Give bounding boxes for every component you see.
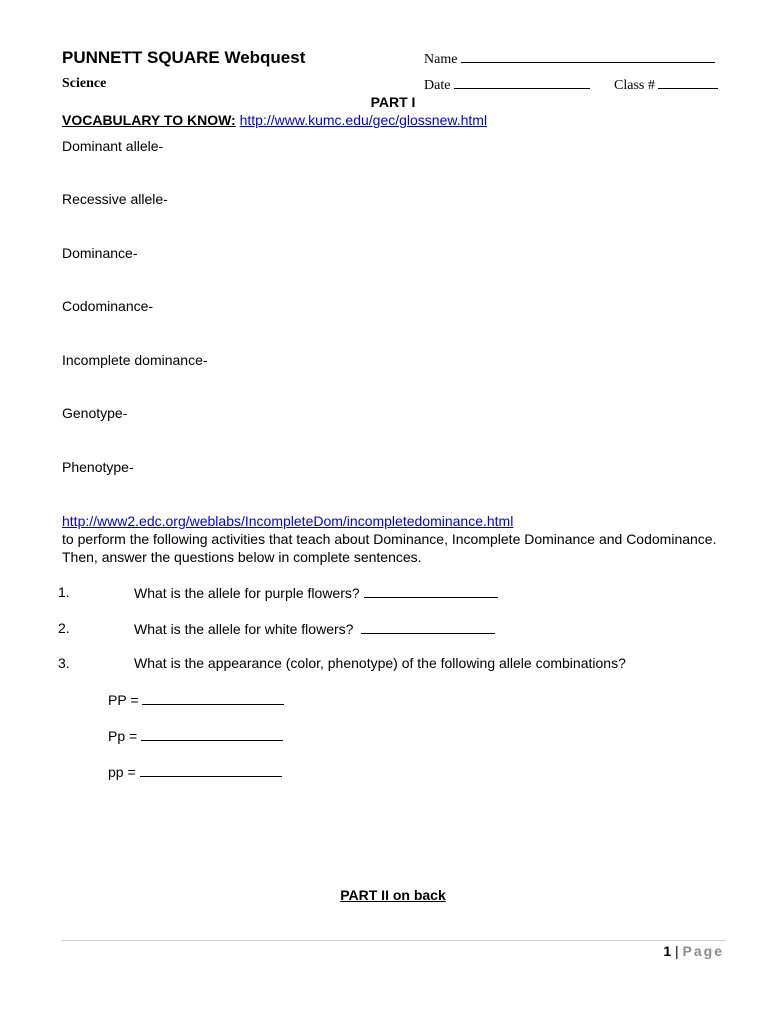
activity-instructions (62, 512, 722, 566)
class-field (614, 76, 718, 94)
page-footer (663, 943, 724, 959)
worksheet-title: PUNNETT SQUARE Webquest (62, 48, 306, 67)
question-1 (134, 584, 498, 601)
question-number: 1. (58, 584, 70, 600)
term-codominance: Codominance- (62, 298, 154, 314)
combination-pp-upper (108, 691, 284, 708)
footer-separator: | (675, 943, 679, 959)
term-recessive-allele: Recessive allele- (62, 191, 168, 207)
combination-label: Pp = (108, 728, 138, 744)
instructions-text: to perform the following activities that teach about Dominance, Incomplete Dominance and Codominance. Then, answer the questions below in complete sentences. (62, 531, 717, 565)
part-one-heading: PART I (370, 94, 416, 110)
term-dominant-allele: Dominant allele- (62, 138, 164, 154)
term-phenotype: Phenotype- (62, 459, 134, 475)
question-3: What is the appearance (color, phenotype) of the following allele combinations? (134, 655, 626, 671)
answer-blank (141, 727, 283, 741)
activity-link[interactable]: http://www2.edc.org/weblabs/IncompleteDom/incompletedominance.html (62, 513, 514, 529)
combination-pp-mixed (108, 727, 283, 744)
glossary-link[interactable]: http://www.kumc.edu/gec/glossnew.html (239, 112, 488, 128)
answer-blank (140, 763, 282, 777)
term-incomplete-dominance: Incomplete dominance- (62, 352, 208, 368)
date-label: Date (424, 78, 451, 93)
answer-blank (364, 584, 498, 598)
name-field (424, 50, 715, 68)
question-number: 3. (58, 655, 70, 671)
combination-pp-lower (108, 763, 282, 780)
vocabulary-heading (62, 112, 487, 128)
subject-label: Science (62, 76, 107, 91)
combination-label: pp = (108, 764, 136, 780)
question-text: What is the allele for purple flowers? (134, 585, 360, 601)
question-2 (134, 620, 495, 637)
question-number: 2. (58, 620, 70, 636)
class-label: Class # (614, 78, 655, 93)
name-blank (461, 50, 715, 63)
name-label: Name (424, 52, 458, 67)
footer-divider (62, 940, 726, 941)
answer-blank (142, 691, 284, 705)
answer-blank (361, 620, 495, 634)
question-text: What is the allele for white flowers? (134, 621, 354, 637)
part-two-note: PART II on back (340, 887, 446, 903)
term-dominance: Dominance- (62, 245, 138, 261)
page-number: 1 (663, 943, 672, 959)
term-genotype: Genotype- (62, 405, 128, 421)
combination-label: PP = (108, 692, 139, 708)
class-blank (658, 76, 718, 89)
vocabulary-label: VOCABULARY TO KNOW: (62, 112, 236, 128)
date-blank (454, 76, 590, 89)
date-field (424, 76, 590, 94)
page-label: Page (682, 943, 724, 959)
